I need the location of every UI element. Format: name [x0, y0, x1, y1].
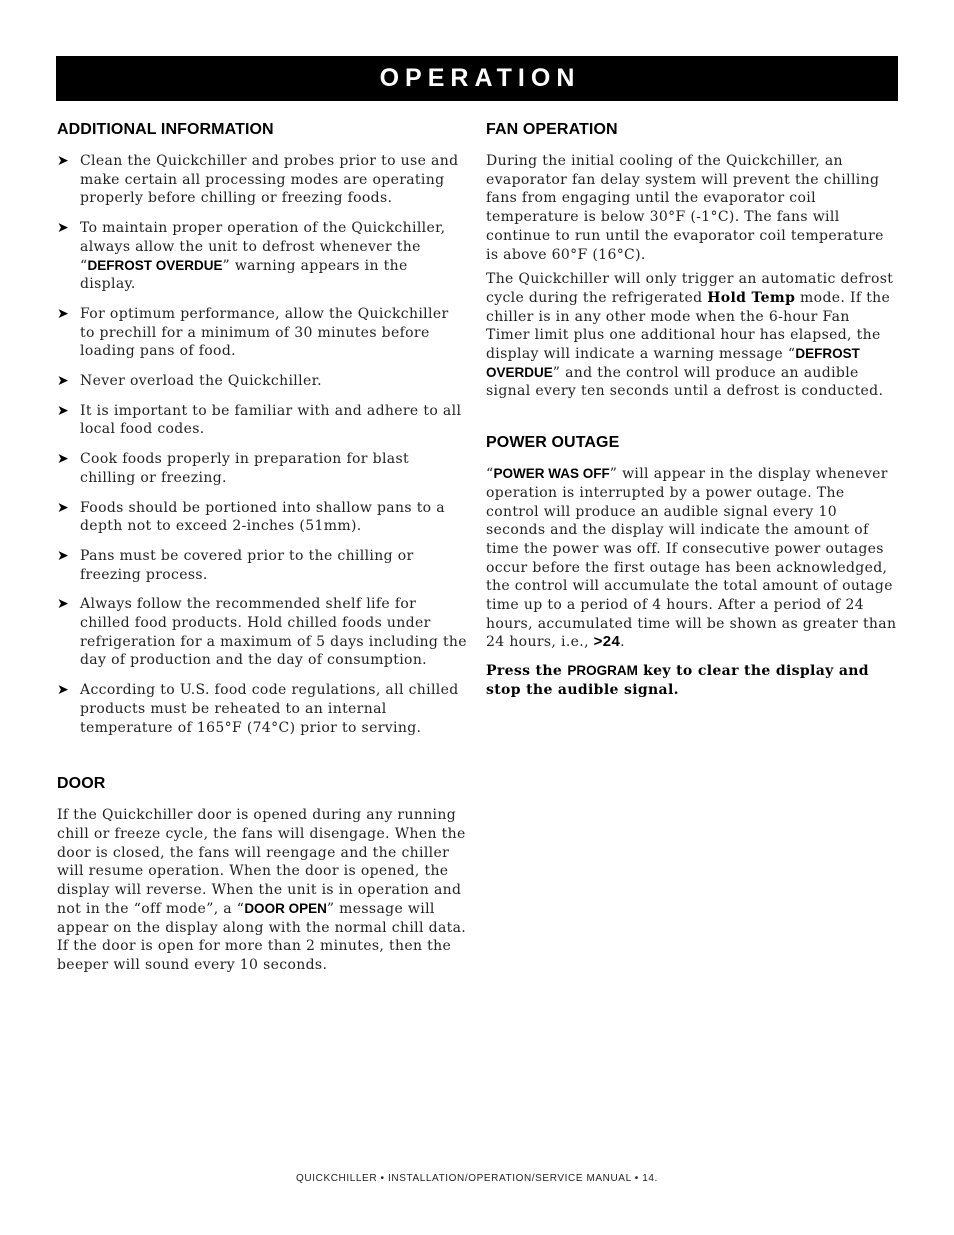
page-footer: QUICKCHILLER • INSTALLATION/OPERATION/SERVICE MANUAL • 14.: [296, 1173, 658, 1184]
list-item: [57, 547, 467, 584]
power-outage-heading: POWER OUTAGE: [486, 434, 620, 452]
arrow-bullet-icon: ➤: [57, 305, 70, 322]
list-item: [57, 305, 467, 361]
additional-info-list: [57, 152, 467, 737]
list-item-text: For optimum performance, allow the Quickchiller to prechill for a minimum of 30 minutes before loading pans of food.: [80, 305, 449, 360]
list-item: [57, 499, 467, 536]
list-item: [57, 152, 467, 208]
note-text: key to clear the display and stop the audible signal.: [486, 663, 869, 698]
list-item-text: Never overload the Quickchiller.: [80, 373, 322, 390]
fan-text: ” and the control will produce an audible signal every ten seconds until a defrost is conducted.: [486, 364, 884, 400]
fan-text: The Quickchiller will only trigger an automatic defrost cycle during the refrigerated: [486, 271, 894, 306]
arrow-bullet-icon: ➤: [57, 220, 70, 237]
list-item: [57, 450, 467, 487]
list-item-text: Foods should be portioned into shallow pans to a depth not to exceed 2-inches (51mm).: [80, 499, 445, 535]
power-note: [486, 662, 898, 699]
right-column: [486, 119, 898, 706]
arrow-bullet-icon: ➤: [57, 682, 70, 699]
arrow-bullet-icon: ➤: [57, 153, 70, 169]
arrow-bullet-icon: ➤: [57, 402, 70, 419]
power-was-off-keyword: POWER WAS OFF: [493, 466, 610, 482]
list-item-text: Pans must be covered prior to the chilling or freezing process.: [80, 547, 414, 583]
list-item-text: Clean the Quickchiller and probes prior to use and make certain all processing modes are operating properly before chilling or freezing foods.: [80, 153, 459, 207]
list-item-text: According to U.S. food code regulations, all chilled products must be reheated to an internal temperature of 165°F (74°C) prior to serving.: [80, 682, 459, 736]
list-item: [57, 219, 467, 294]
section-spacer: [486, 407, 898, 432]
arrow-bullet-icon: ➤: [57, 373, 70, 390]
fan-paragraph-2: [486, 270, 898, 401]
door-heading: DOOR: [57, 775, 106, 793]
defrost-overdue-keyword: DEFROST OVERDUE: [486, 346, 860, 380]
list-item: [57, 372, 467, 391]
list-item-text: To maintain proper operation of the Quickchiller, always allow the unit to defrost whenever the “: [80, 220, 446, 274]
door-paragraph: [57, 806, 467, 974]
period: .: [620, 634, 625, 651]
quote-mark: “: [486, 466, 494, 483]
door-text: If the Quickchiller door is opened during any running chill or freeze cycle, the fans will disengage. When the door is closed, the fans will reengage and the chiller will resume operation. When the door is opened, the display will reverse. When the unit is in operation and not in the “off mode”, a “: [57, 807, 466, 917]
arrow-bullet-icon: ➤: [57, 499, 70, 516]
section-spacer: [57, 748, 467, 773]
list-item-text: Cook foods properly in preparation for blast chilling or freezing.: [80, 451, 409, 486]
door-open-keyword: DOOR OPEN: [244, 900, 327, 916]
list-item-text: It is important to be familiar with and adhere to all local food codes.: [80, 402, 462, 438]
defrost-overdue-keyword: DEFROST OVERDUE: [87, 257, 223, 273]
arrow-bullet-icon: ➤: [57, 451, 70, 468]
section-title-bar: [56, 56, 898, 101]
arrow-bullet-icon: ➤: [57, 547, 70, 564]
page-title: OPERATION: [379, 64, 581, 92]
list-item-text: Always follow the recommended shelf life for chilled food products. Hold chilled foods under refrigeration for a maximum of 5 days including the day of production and the day of consumption.: [80, 596, 467, 669]
fan-operation-heading: FAN OPERATION: [486, 121, 618, 138]
arrow-bullet-icon: ➤: [57, 596, 70, 613]
fan-text: mode. If the chiller is in any other mode when the 6-hour Fan Timer limit plus one additional hour has elapsed, the display will indicate a warning message “: [486, 289, 891, 363]
list-item: [57, 681, 467, 737]
fan-paragraph-1: During the initial cooling of the Quickchiller, an evaporator fan delay system will prevent the chilling fans from engaging until the evaporator coil temperature is below 30°F (-1°C). The fans will continue to run until the evaporator coil temperature is above 60°F (16°C).: [486, 153, 884, 263]
left-column: [57, 119, 467, 981]
power-paragraph: [486, 465, 898, 652]
additional-info-heading: ADDITIONAL INFORMATION: [57, 121, 274, 138]
greater-than-24-value: >24: [593, 633, 621, 651]
list-item: [57, 595, 467, 670]
program-key-keyword: PROGRAM: [567, 663, 638, 679]
power-text: ” will appear in the display whenever operation is interrupted by a power outage. The control will produce an audible signal every 10 seconds and the display will indicate the amount of time the power was off. If consecutive power outages occur before the first outage has been acknowledged, the control will accumulate the total amount of outage time up to a period of 4 hours. After a period of 24 hours, accumulated time will be shown as greater than 24 hours, i.e.,: [486, 466, 897, 651]
hold-temp-keyword: Hold Temp: [707, 289, 796, 306]
door-text: ” message will appear on the display along with the normal chill data. If the door is open for more than 2 minutes, then the beeper will sound every 10 seconds.: [57, 900, 467, 973]
list-item-text: ” warning appears in the display.: [80, 257, 408, 293]
list-item: [57, 402, 467, 439]
note-text: Press the: [486, 663, 568, 680]
